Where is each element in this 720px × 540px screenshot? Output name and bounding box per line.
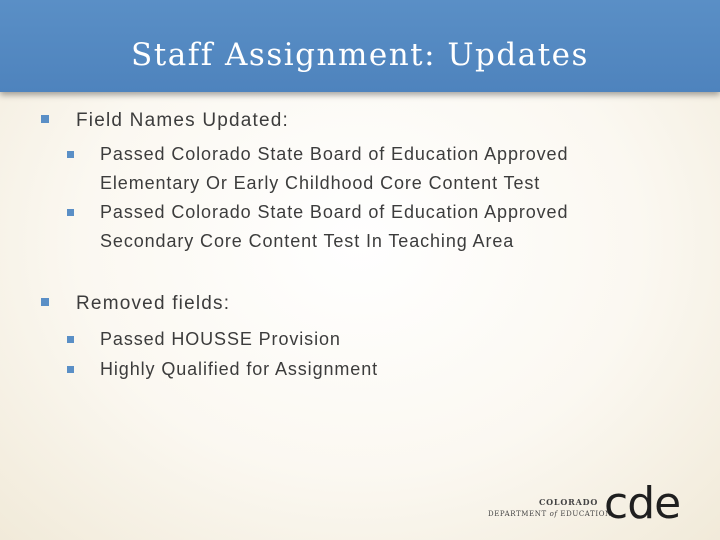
section-heading: Field Names Updated: <box>76 110 290 131</box>
section-heading: Removed fields: <box>76 293 231 314</box>
logo-education-word: EDUCATION <box>560 510 612 518</box>
logo-of-word: of <box>549 510 558 518</box>
logo-colorado-text: COLORADO <box>539 497 599 507</box>
cde-logo <box>482 478 697 529</box>
square-bullet-icon <box>41 115 49 123</box>
square-bullet-icon <box>67 209 74 216</box>
list-item: Highly Qualified for Assignment <box>100 359 379 379</box>
square-bullet-icon <box>67 151 74 158</box>
list-item: Passed Colorado State Board of Education Approved Elementary Or Early Childhood Core Content Test <box>100 144 569 193</box>
square-bullet-icon <box>67 336 74 343</box>
square-bullet-icon <box>41 298 49 306</box>
square-bullet-icon <box>67 366 74 373</box>
list-item: Passed HOUSSE Provision <box>100 329 341 349</box>
logo-department-word: DEPARTMENT <box>488 510 547 518</box>
logo-department-text <box>488 510 612 518</box>
list-item: Passed Colorado State Board of Education Approved Secondary Core Content Test In Teaching Area <box>100 202 569 251</box>
slide-title: Staff Assignment: Updates <box>131 37 589 73</box>
logo-cde-mark: cde <box>604 478 681 529</box>
title-bar <box>0 0 720 92</box>
